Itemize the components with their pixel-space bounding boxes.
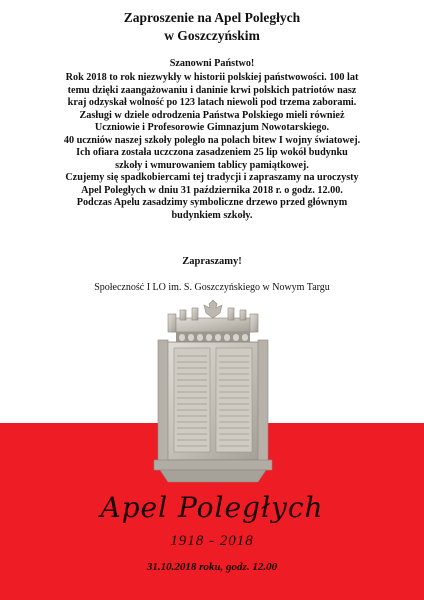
event-title: Apel Poległych [100, 491, 324, 524]
salutation: Szanowni Państwo! [169, 58, 255, 69]
paragraph-line: Ich ofiara została uczczona zasadzeniem 25 lip wokół budynku [76, 147, 348, 158]
paragraph-line: Zasługi w dziele odrodzenia Państwa Polskiego mieli również [79, 109, 345, 121]
invitation-paragraph [8, 72, 416, 222]
invitation-subtitle: w Goszczyńskim [164, 28, 260, 43]
paragraph-line: budynkiem szkoły. [171, 209, 253, 221]
signature-line: Społeczność I LO im. S. Goszczyńskiego w Nowym Targu [94, 282, 330, 293]
paragraph-line: szkoły i wmurowaniem tablicy pamiątkowej. [115, 159, 309, 171]
paragraph-line: Uczniowie i Profesorowie Gimnazjum Nowotarskiego. [94, 122, 330, 133]
paragraph-line: kraj odzyskał wolność po 123 latach niewoli pod trzema zaborami. [67, 97, 357, 108]
event-years: 1918 - 2018 [170, 533, 254, 549]
event-date: 31.10.2018 roku, godz. 12.00 [146, 561, 278, 573]
paragraph-line: temu dzięki zaangażowaniu i daninie krwi polskich patriotów nasz [67, 84, 357, 96]
paragraph-line: Apel Poległych w dniu 31 października 2018 r. o godz. 12.00. [81, 184, 343, 196]
invitation-title: Zaproszenie na Apel Poległych [123, 10, 301, 25]
memorial-plaque-image [150, 296, 276, 486]
paragraph-line: Czujemy się spadkobiercami tej tradycji i zapraszamy na uroczysty [65, 172, 359, 183]
invite-line: Zapraszamy! [182, 256, 242, 267]
paragraph-line: Podczas Apelu zasadzimy symboliczne drzewo przed głównym [76, 197, 348, 208]
paragraph-line: 40 uczniów naszej szkoły poległo na polach bitew I wojny światowej. [63, 134, 361, 146]
paragraph-line: Rok 2018 to rok niezwykły w historii polskiej państwowości. 100 lat [65, 72, 359, 83]
